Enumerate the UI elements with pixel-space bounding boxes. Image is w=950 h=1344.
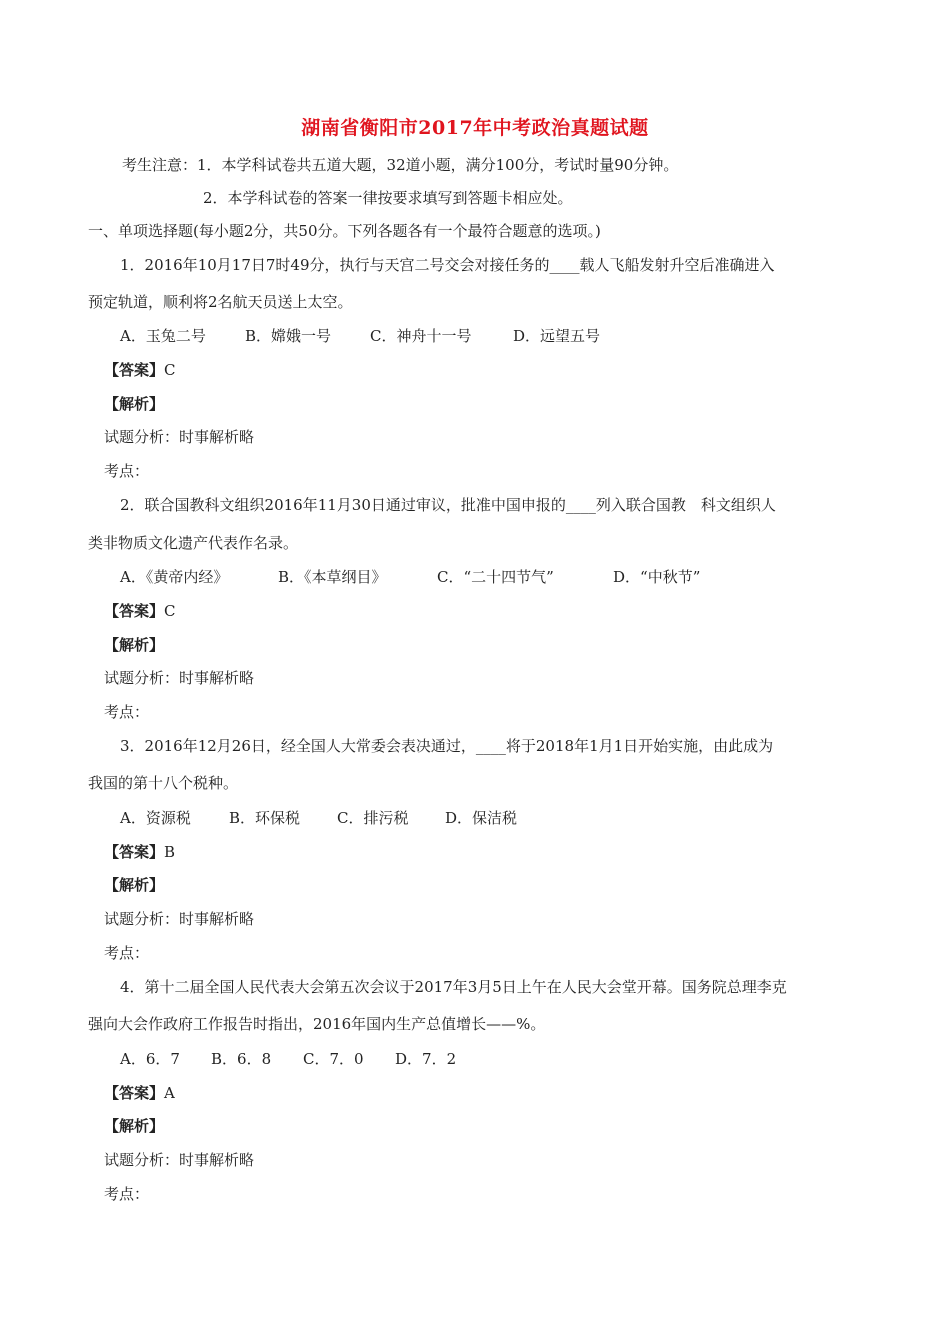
question-1-option-c: C．神舟十一号 — [370, 327, 472, 345]
answer-label: 【答案】 — [104, 361, 165, 379]
question-4-analysis-label: 【解析】 — [104, 1117, 165, 1135]
question-2-line-2: 类非物质文化遗产代表作名录。 — [88, 534, 299, 552]
question-2-option-a: A．《黄帝内经》 — [120, 568, 229, 586]
question-1-point: 考点： — [104, 462, 150, 480]
question-4-option-c: C．7．0 — [303, 1050, 364, 1068]
question-3-option-d: D．保洁税 — [445, 809, 518, 827]
question-3-analysis-label: 【解析】 — [104, 876, 165, 894]
notice-line-1: 考生注意：1．本学科试卷共五道大题，32道小题，满分100分，考试时量90分钟。 — [122, 156, 679, 174]
section-heading: 一、单项选择题(每小题2分，共50分。下列各题各有一个最符合题意的选项。) — [88, 222, 601, 240]
question-2-option-b: B．《本草纲目》 — [278, 568, 387, 586]
question-2-option-c: C．“二十四节气” — [437, 568, 554, 586]
question-4-answer — [104, 1083, 175, 1103]
answer-value: C — [164, 602, 176, 620]
question-2-point: 考点： — [104, 703, 150, 721]
question-3-option-c: C．排污税 — [337, 809, 409, 827]
question-1-analysis-label: 【解析】 — [104, 395, 165, 413]
question-3-answer — [104, 842, 175, 862]
question-3-option-a: A．资源税 — [120, 809, 191, 827]
question-4-option-a: A．6．7 — [120, 1050, 180, 1068]
question-1-line-1: 1．2016年10月17日7时49分，执行与天宫二号交会对接任务的____载人飞船发射升空后准确进入 — [120, 256, 775, 274]
answer-label: 【答案】 — [104, 602, 165, 620]
question-1-line-2: 预定轨道，顺利将2名航天员送上太空。 — [88, 293, 353, 311]
question-1-option-a: A．玉兔二号 — [120, 327, 206, 345]
question-1-answer — [104, 360, 176, 380]
question-2-answer — [104, 601, 176, 621]
question-3-line-2: 我国的第十八个税种。 — [88, 774, 239, 792]
question-2-analysis: 试题分析：时事解析略 — [104, 669, 255, 687]
question-4-option-d: D．7．2 — [395, 1050, 457, 1068]
question-4-line-2: 强向大会作政府工作报告时指出，2016年国内生产总值增长——%。 — [88, 1015, 546, 1033]
answer-value: A — [164, 1084, 175, 1102]
question-1-analysis: 试题分析：时事解析略 — [104, 428, 255, 446]
answer-value: C — [164, 361, 176, 379]
question-4-line-1: 4．第十二届全国人民代表大会第五次会议于2017年3月5日上午在人民大会堂开幕。国务院总理李克 — [120, 978, 787, 996]
question-4-analysis: 试题分析：时事解析略 — [104, 1151, 255, 1169]
question-2-analysis-label: 【解析】 — [104, 636, 165, 654]
question-3-option-b: B．环保税 — [229, 809, 301, 827]
document-title: 湖南省衡阳市2017年中考政治真题试题 — [301, 117, 649, 139]
answer-value: B — [164, 843, 176, 861]
question-1-option-b: B．嫦娥一号 — [245, 327, 332, 345]
question-4-point: 考点： — [104, 1185, 150, 1203]
question-2-option-d: D．“中秋节” — [613, 568, 701, 586]
question-4-option-b: B．6．8 — [211, 1050, 272, 1068]
answer-label: 【答案】 — [104, 843, 165, 861]
notice-line-2: 2．本学科试卷的答案一律按要求填写到答题卡相应处。 — [203, 189, 573, 207]
question-3-analysis: 试题分析：时事解析略 — [104, 910, 255, 928]
answer-label: 【答案】 — [104, 1084, 165, 1102]
question-3-line-1: 3．2016年12月26日，经全国人大常委会表决通过，____将于2018年1月1日开始实施，由此成为 — [120, 737, 774, 755]
question-1-option-d: D．远望五号 — [513, 327, 601, 345]
question-2-line-1: 2．联合国教科文组织2016年11月30日通过审议，批准中国申报的____列入联合国教 科文组织人 — [120, 496, 776, 514]
question-3-point: 考点： — [104, 944, 150, 962]
